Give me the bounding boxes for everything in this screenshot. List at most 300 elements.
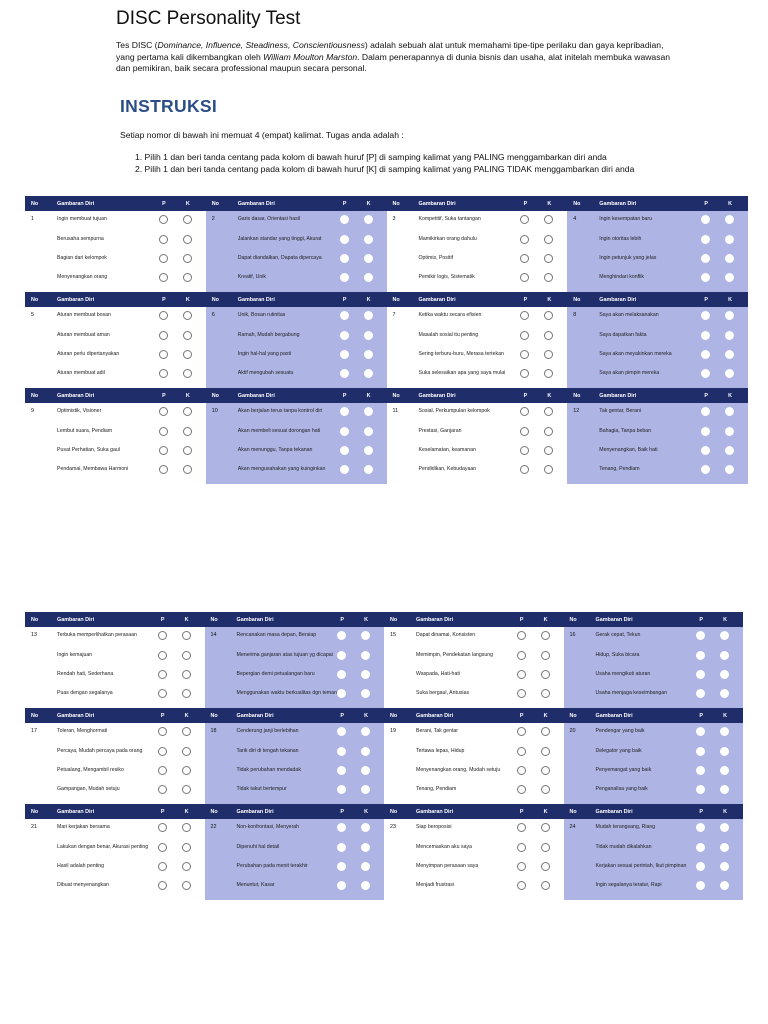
p-option-circle[interactable] <box>520 331 529 340</box>
header-description: Gambaran Diri <box>595 616 633 623</box>
p-option-circle[interactable] <box>340 407 349 416</box>
k-option-circle[interactable] <box>182 843 191 852</box>
p-option-circle[interactable] <box>340 273 349 282</box>
k-option-circle[interactable] <box>544 446 553 455</box>
statement: Tak gentar, Berani <box>599 408 642 414</box>
group-header <box>25 292 206 307</box>
question-group-15 <box>384 612 564 708</box>
k-option-circle[interactable] <box>725 369 734 378</box>
k-option-circle[interactable] <box>182 727 191 736</box>
p-option-circle[interactable] <box>158 843 167 852</box>
k-option-circle[interactable] <box>361 689 370 698</box>
question-number: 16 <box>569 632 576 638</box>
intro-paragraph: Tes DISC (Dominance, Influence, Steadiness, Conscientiousness) adalah sebuah alat untuk memahami tipe-tipe perilaku dan gaya kepribadian, yang pertama kali dikembangkan oleh William Moulton Marston. Dalam penerapannya di dunia bisnis dan usaha, alat initelah membuka wawasan dan pemikiran, baik secara professional maupun secara personal. <box>116 40 671 73</box>
statement: Dapat dinamai, Konsisten <box>416 632 476 638</box>
p-option-circle[interactable] <box>701 254 710 263</box>
k-option-circle[interactable] <box>544 331 553 340</box>
header-description: Gambaran Diri <box>57 200 95 207</box>
question-number: 24 <box>569 824 576 830</box>
k-option-circle[interactable] <box>361 631 370 640</box>
p-option-circle[interactable] <box>696 843 705 852</box>
p-option-circle[interactable] <box>520 273 529 282</box>
p-option-circle[interactable] <box>696 727 705 736</box>
k-option-circle[interactable] <box>361 747 370 756</box>
k-option-circle[interactable] <box>720 689 729 698</box>
p-option-circle[interactable] <box>337 823 346 832</box>
k-option-circle[interactable] <box>720 631 729 640</box>
statement: Saya akan melaksanakan <box>599 312 659 318</box>
k-option-circle[interactable] <box>541 670 550 679</box>
k-option-circle[interactable] <box>364 311 373 320</box>
question-group-17 <box>25 708 205 804</box>
header-description: Gambaran Diri <box>237 296 275 303</box>
header-k: K <box>185 200 190 207</box>
header-no: No <box>211 296 219 303</box>
group-header <box>567 196 748 211</box>
p-option-circle[interactable] <box>701 427 710 436</box>
k-option-circle[interactable] <box>364 235 373 244</box>
p-option-circle[interactable] <box>159 273 168 282</box>
p-option-circle[interactable] <box>701 311 710 320</box>
statement: Dibuat menyenangkan <box>57 882 109 888</box>
statement: Pemikir logis, Sistematik <box>418 274 475 280</box>
k-option-circle[interactable] <box>361 823 370 832</box>
k-option-circle[interactable] <box>720 823 729 832</box>
group-header <box>205 612 385 627</box>
p-option-circle[interactable] <box>517 727 526 736</box>
k-option-circle[interactable] <box>364 446 373 455</box>
header-no: No <box>573 200 581 207</box>
p-option-circle[interactable] <box>701 350 710 359</box>
k-option-circle[interactable] <box>182 823 191 832</box>
header-description: Gambaran Diri <box>57 616 95 623</box>
k-option-circle[interactable] <box>183 465 192 474</box>
p-option-circle[interactable] <box>517 785 526 794</box>
k-option-circle[interactable] <box>541 823 550 832</box>
p-option-circle[interactable] <box>337 651 346 660</box>
p-option-circle[interactable] <box>701 331 710 340</box>
p-option-circle[interactable] <box>158 631 167 640</box>
group-body <box>384 627 564 708</box>
p-option-circle[interactable] <box>520 350 529 359</box>
p-option-circle[interactable] <box>340 465 349 474</box>
header-no: No <box>31 712 39 719</box>
k-option-circle[interactable] <box>725 331 734 340</box>
header-k: K <box>723 808 727 815</box>
k-option-circle[interactable] <box>720 843 729 852</box>
k-option-circle[interactable] <box>183 427 192 436</box>
p-option-circle[interactable] <box>520 235 529 244</box>
k-option-circle[interactable] <box>182 785 191 794</box>
header-no: No <box>390 616 398 623</box>
p-option-circle[interactable] <box>159 254 168 263</box>
statement: Mudah terangsang, Riang <box>595 824 656 830</box>
k-option-circle[interactable] <box>725 407 734 416</box>
header-description: Gambaran Diri <box>236 712 274 719</box>
header-description: Gambaran Diri <box>418 296 456 303</box>
p-option-circle[interactable] <box>340 215 349 224</box>
header-no: No <box>390 808 398 815</box>
k-option-circle[interactable] <box>361 670 370 679</box>
p-option-circle[interactable] <box>696 631 705 640</box>
k-option-circle[interactable] <box>364 254 373 263</box>
p-option-circle[interactable] <box>517 689 526 698</box>
p-option-circle[interactable] <box>520 407 529 416</box>
k-option-circle[interactable] <box>544 407 553 416</box>
k-option-circle[interactable] <box>725 350 734 359</box>
header-no: No <box>210 808 218 815</box>
p-option-circle[interactable] <box>696 651 705 660</box>
header-no: No <box>392 392 400 399</box>
p-option-circle[interactable] <box>340 369 349 378</box>
k-option-circle[interactable] <box>544 273 553 282</box>
k-option-circle[interactable] <box>544 350 553 359</box>
p-option-circle[interactable] <box>337 670 346 679</box>
p-option-circle[interactable] <box>159 215 168 224</box>
section-title: INSTRUKSI <box>120 96 218 116</box>
statement: Kompetitif, Suka tantangan <box>418 216 481 222</box>
k-option-circle[interactable] <box>720 651 729 660</box>
p-option-circle[interactable] <box>520 311 529 320</box>
header-description: Gambaran Diri <box>57 712 95 719</box>
p-option-circle[interactable] <box>158 727 167 736</box>
header-no: No <box>569 808 577 815</box>
k-option-circle[interactable] <box>541 631 550 640</box>
k-option-circle[interactable] <box>364 350 373 359</box>
statement: Akan berjalan terus tanpa kontrol diri <box>237 408 323 414</box>
k-option-circle[interactable] <box>541 689 550 698</box>
p-option-circle[interactable] <box>696 766 705 775</box>
question-number: 5 <box>31 312 34 318</box>
p-option-circle[interactable] <box>337 843 346 852</box>
k-option-circle[interactable] <box>725 215 734 224</box>
statement: Saya akan pimpin mereka <box>599 370 660 376</box>
p-option-circle[interactable] <box>159 427 168 436</box>
k-option-circle[interactable] <box>541 766 550 775</box>
question-number: 13 <box>31 632 37 638</box>
group-header <box>205 708 385 723</box>
p-option-circle[interactable] <box>517 843 526 852</box>
k-option-circle[interactable] <box>361 843 370 852</box>
statement: Terbuka memperlihatkan perasaan <box>57 632 137 638</box>
p-option-circle[interactable] <box>159 311 168 320</box>
question-group-23 <box>384 804 564 900</box>
k-option-circle[interactable] <box>361 766 370 775</box>
p-option-circle[interactable] <box>701 465 710 474</box>
header-p: P <box>340 808 344 815</box>
p-option-circle[interactable] <box>701 369 710 378</box>
p-option-circle[interactable] <box>158 766 167 775</box>
question-number: 10 <box>211 408 218 414</box>
k-option-circle[interactable] <box>183 331 192 340</box>
p-option-circle[interactable] <box>517 747 526 756</box>
header-p: P <box>162 392 166 399</box>
k-option-circle[interactable] <box>182 881 191 890</box>
k-option-circle[interactable] <box>183 407 192 416</box>
p-option-circle[interactable] <box>337 785 346 794</box>
p-option-circle[interactable] <box>340 235 349 244</box>
question-group-1 <box>25 196 206 292</box>
p-option-circle[interactable] <box>337 747 346 756</box>
question-number: 22 <box>210 824 217 830</box>
p-option-circle[interactable] <box>340 331 349 340</box>
question-group-5 <box>25 292 206 388</box>
k-option-circle[interactable] <box>364 273 373 282</box>
k-option-circle[interactable] <box>544 215 553 224</box>
p-option-circle[interactable] <box>159 350 168 359</box>
k-option-circle[interactable] <box>544 311 553 320</box>
statement: Mencemaskan aku saya <box>416 844 472 850</box>
k-option-circle[interactable] <box>364 369 373 378</box>
k-option-circle[interactable] <box>183 311 192 320</box>
group-header <box>25 708 205 723</box>
p-option-circle[interactable] <box>517 881 526 890</box>
question-number: 1 <box>31 216 34 222</box>
k-option-circle[interactable] <box>541 881 550 890</box>
group-header <box>387 292 568 307</box>
p-option-circle[interactable] <box>337 881 346 890</box>
group-body <box>25 307 206 388</box>
group-body <box>387 403 568 484</box>
k-option-circle[interactable] <box>182 766 191 775</box>
k-option-circle[interactable] <box>183 235 192 244</box>
header-k: K <box>723 712 727 719</box>
p-option-circle[interactable] <box>158 862 167 871</box>
p-option-circle[interactable] <box>158 689 167 698</box>
k-option-circle[interactable] <box>364 465 373 474</box>
p-option-circle[interactable] <box>517 631 526 640</box>
k-option-circle[interactable] <box>361 651 370 660</box>
question-group-10 <box>206 388 387 484</box>
header-no: No <box>392 296 400 303</box>
header-k: K <box>723 616 727 623</box>
instruction-step-2: 2. Pilih 1 dan beri tanda centang pada kolom di bawah huruf [K] di samping kalimat yang PALING TIDAK menggambarkan diri anda <box>135 163 635 174</box>
k-option-circle[interactable] <box>541 862 550 871</box>
group-body <box>387 211 568 292</box>
statement: Pendamai, Membawa Harmoni <box>57 466 129 472</box>
statement: Cenderung janji berlebihan <box>236 728 299 734</box>
header-k: K <box>364 808 368 815</box>
p-option-circle[interactable] <box>158 785 167 794</box>
question-grid-1 <box>25 196 748 484</box>
k-option-circle[interactable] <box>361 862 370 871</box>
k-option-circle[interactable] <box>541 785 550 794</box>
group-header <box>25 804 205 819</box>
k-option-circle[interactable] <box>720 785 729 794</box>
k-option-circle[interactable] <box>725 446 734 455</box>
p-option-circle[interactable] <box>158 651 167 660</box>
group-body <box>206 211 387 292</box>
k-option-circle[interactable] <box>725 254 734 263</box>
p-option-circle[interactable] <box>340 254 349 263</box>
header-no: No <box>390 712 398 719</box>
header-k: K <box>728 392 732 399</box>
p-option-circle[interactable] <box>517 651 526 660</box>
p-option-circle[interactable] <box>701 235 710 244</box>
p-option-circle[interactable] <box>696 670 705 679</box>
header-k: K <box>364 616 368 623</box>
statement: Tenang, Pendiam <box>599 466 640 472</box>
header-p: P <box>523 200 528 207</box>
header-no: No <box>210 712 218 719</box>
k-option-circle[interactable] <box>364 215 373 224</box>
group-body <box>205 819 385 900</box>
statement: Percaya, Mudah percaya pada orang <box>57 748 143 754</box>
header-no: No <box>31 392 39 399</box>
statement: Ingin petunjuk yang jelas <box>599 255 657 261</box>
k-option-circle[interactable] <box>361 785 370 794</box>
k-option-circle[interactable] <box>364 407 373 416</box>
p-option-circle[interactable] <box>696 689 705 698</box>
k-option-circle[interactable] <box>725 465 734 474</box>
p-option-circle[interactable] <box>520 369 529 378</box>
k-option-circle[interactable] <box>183 369 192 378</box>
p-option-circle[interactable] <box>337 631 346 640</box>
k-option-circle[interactable] <box>361 881 370 890</box>
question-group-8 <box>567 292 748 388</box>
k-option-circle[interactable] <box>182 689 191 698</box>
p-option-circle[interactable] <box>696 823 705 832</box>
k-option-circle[interactable] <box>725 235 734 244</box>
header-no: No <box>569 616 577 623</box>
k-option-circle[interactable] <box>182 747 191 756</box>
k-option-circle[interactable] <box>720 727 729 736</box>
statement: Kreatif, Unik <box>237 274 267 280</box>
k-option-circle[interactable] <box>541 651 550 660</box>
statement: Puas dengan segalanya <box>57 690 113 696</box>
p-option-circle[interactable] <box>159 235 168 244</box>
statement: Tertawa lepas, Hidup <box>416 748 465 754</box>
k-option-circle[interactable] <box>182 862 191 871</box>
question-number: 3 <box>392 216 396 222</box>
p-option-circle[interactable] <box>337 727 346 736</box>
p-option-circle[interactable] <box>517 823 526 832</box>
p-option-circle[interactable] <box>158 823 167 832</box>
p-option-circle[interactable] <box>159 331 168 340</box>
group-body <box>25 403 206 484</box>
statement: Ingin membuat tujuan <box>57 216 107 222</box>
p-option-circle[interactable] <box>340 311 349 320</box>
header-description: Gambaran Diri <box>237 392 275 399</box>
statement: Bahagia, Tanpa beban <box>599 428 652 434</box>
k-option-circle[interactable] <box>183 254 192 263</box>
p-option-circle[interactable] <box>520 446 529 455</box>
p-option-circle[interactable] <box>340 350 349 359</box>
header-p: P <box>340 616 344 623</box>
p-option-circle[interactable] <box>517 766 526 775</box>
question-group-3 <box>387 196 568 292</box>
group-header <box>25 196 206 211</box>
p-option-circle[interactable] <box>337 862 346 871</box>
k-option-circle[interactable] <box>720 862 729 871</box>
k-option-circle[interactable] <box>544 369 553 378</box>
p-option-circle[interactable] <box>158 670 167 679</box>
p-option-circle[interactable] <box>158 881 167 890</box>
k-option-circle[interactable] <box>720 670 729 679</box>
k-option-circle[interactable] <box>725 311 734 320</box>
p-option-circle[interactable] <box>159 465 168 474</box>
p-option-circle[interactable] <box>701 407 710 416</box>
statement: Ketika waktu secara efisien <box>418 312 482 318</box>
group-header <box>25 388 206 403</box>
p-option-circle[interactable] <box>696 862 705 871</box>
p-option-circle[interactable] <box>159 407 168 416</box>
p-option-circle[interactable] <box>701 273 710 282</box>
p-option-circle[interactable] <box>159 446 168 455</box>
k-option-circle[interactable] <box>182 670 191 679</box>
statement: Aturan membuat bosan <box>57 312 111 318</box>
p-option-circle[interactable] <box>696 881 705 890</box>
statement: Menyenangkan, Baik hati <box>599 447 658 453</box>
question-group-20 <box>564 708 744 804</box>
k-option-circle[interactable] <box>725 273 734 282</box>
statement: Ramah, Mudah bergabung <box>237 332 300 338</box>
k-option-circle[interactable] <box>182 631 191 640</box>
k-option-circle[interactable] <box>364 331 373 340</box>
p-option-circle[interactable] <box>520 254 529 263</box>
p-option-circle[interactable] <box>340 446 349 455</box>
p-option-circle[interactable] <box>159 369 168 378</box>
p-option-circle[interactable] <box>517 670 526 679</box>
p-option-circle[interactable] <box>696 785 705 794</box>
k-option-circle[interactable] <box>544 427 553 436</box>
k-option-circle[interactable] <box>541 747 550 756</box>
p-option-circle[interactable] <box>517 862 526 871</box>
statement: Aturan membuat aman <box>57 332 110 338</box>
p-option-circle[interactable] <box>337 689 346 698</box>
statement: Garis dasar, Orientasi hasil <box>237 216 301 222</box>
statement: Delegator yang baik <box>595 748 642 754</box>
p-option-circle[interactable] <box>701 215 710 224</box>
p-option-circle[interactable] <box>520 427 529 436</box>
p-option-circle[interactable] <box>520 215 529 224</box>
question-number: 9 <box>31 408 34 414</box>
p-option-circle[interactable] <box>337 766 346 775</box>
k-option-circle[interactable] <box>544 254 553 263</box>
statement: Berusaha sempurna <box>57 236 104 242</box>
header-no: No <box>31 200 39 207</box>
group-body <box>387 307 568 388</box>
k-option-circle[interactable] <box>720 881 729 890</box>
group-header <box>564 804 744 819</box>
statement: Suka bergaul, Antusias <box>416 690 470 696</box>
header-p: P <box>162 296 166 303</box>
header-description: Gambaran Diri <box>599 200 637 207</box>
question-group-22 <box>205 804 385 900</box>
k-option-circle[interactable] <box>182 651 191 660</box>
k-option-circle[interactable] <box>544 235 553 244</box>
k-option-circle[interactable] <box>183 273 192 282</box>
k-option-circle[interactable] <box>725 427 734 436</box>
k-option-circle[interactable] <box>183 446 192 455</box>
p-option-circle[interactable] <box>158 747 167 756</box>
p-option-circle[interactable] <box>701 446 710 455</box>
k-option-circle[interactable] <box>720 747 729 756</box>
k-option-circle[interactable] <box>541 843 550 852</box>
p-option-circle[interactable] <box>696 747 705 756</box>
k-option-circle[interactable] <box>720 766 729 775</box>
k-option-circle[interactable] <box>361 727 370 736</box>
k-option-circle[interactable] <box>183 215 192 224</box>
k-option-circle[interactable] <box>183 350 192 359</box>
statement: Sosial, Perkumpulan kelompok <box>418 408 490 414</box>
k-option-circle[interactable] <box>544 465 553 474</box>
instruction-lead: Setiap nomor di bawah ini memuat 4 (empat) kalimat. Tugas anda adalah : <box>120 130 404 140</box>
k-option-circle[interactable] <box>364 427 373 436</box>
k-option-circle[interactable] <box>541 727 550 736</box>
p-option-circle[interactable] <box>340 427 349 436</box>
p-option-circle[interactable] <box>520 465 529 474</box>
